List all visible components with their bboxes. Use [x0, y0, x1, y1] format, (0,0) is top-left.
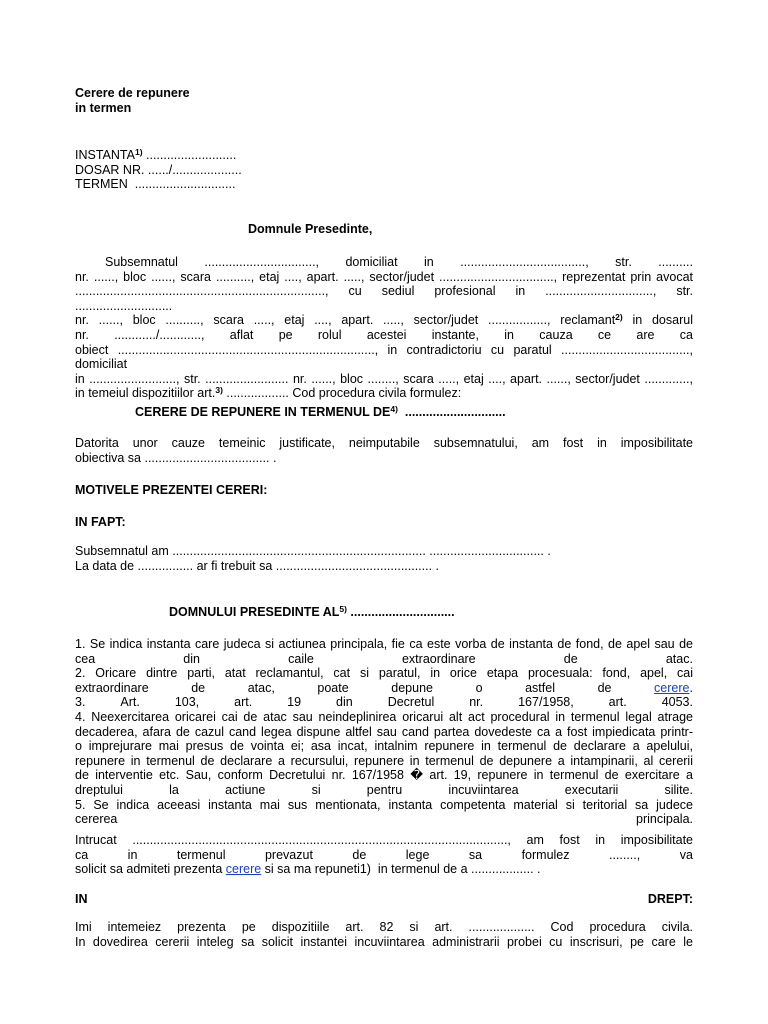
cerere-link-wrap: cerere. [654, 680, 693, 695]
petition-line [75, 313, 693, 328]
word: lege [405, 847, 430, 862]
word: de [563, 651, 578, 666]
word: din [336, 695, 353, 710]
word: astfel [525, 680, 555, 695]
paragraph-line: obiectiva sa .................................... . [75, 450, 277, 465]
paragraph-text: solicit sa admiteti prezenta [75, 862, 226, 877]
word: extraordinare [401, 651, 476, 666]
word: o [475, 680, 483, 695]
instanta-field [75, 148, 693, 163]
footnote-ref-4: 4) [390, 404, 398, 414]
petition-line [75, 386, 693, 401]
paragraph-line: Subsemnatul am ......................................................................... ................................. . [75, 544, 551, 558]
footnote-ref-5: 5) [339, 604, 347, 614]
title-line-1: Cerere de repunere [75, 86, 190, 100]
petition-text: in dosarul [622, 313, 693, 328]
termen-field: TERMEN ............................. [75, 177, 236, 192]
word: de [191, 680, 206, 695]
word: la [169, 782, 179, 797]
word: de [597, 680, 612, 695]
word: art. [608, 695, 627, 710]
addressee-heading [169, 605, 619, 620]
word: principala. [636, 812, 693, 827]
instanta-label: INSTANTA [75, 148, 135, 162]
note-5-line: 5. Se indica aceeasi instanta mai sus mentionata, instanta competenta material si teritorial sa judece [75, 797, 693, 812]
fapt-paragraph [75, 544, 693, 573]
word: de [352, 847, 367, 862]
footnote-ref-3: 3) [215, 385, 223, 396]
note-2-line [75, 681, 693, 696]
note-4-line: 4. Neexercitarea oricarei cai de atac sau neindeplinirea oricarui alt act procedural in termenul legal atrage [75, 709, 693, 724]
section-heading-cerere [135, 405, 655, 420]
header-fields [75, 148, 693, 192]
word: depune [391, 680, 433, 695]
word: executarii [564, 782, 619, 797]
paragraph-line [75, 862, 693, 877]
word: 19 [287, 695, 302, 710]
in-drept-heading [75, 892, 693, 907]
paragraph-line: Datorita unor cauze temeinic justificate, neimputabile subsemnatului, am fost in imposibilitate [75, 436, 693, 450]
instanta-blank: .......................... [142, 148, 237, 162]
paragraph-line: Imi intemeiez prezenta pe dispozitiile art. 82 si art. ................... Cod procedura civila. [75, 920, 693, 934]
footnote-ref-2: 2) [615, 312, 623, 323]
paragraph-line: La data de ................ ar fi trebuit sa ............................................. . [75, 558, 440, 573]
note-1-line: 1. Se indica instanta care judeca si actiunea principala, fie ca este vorba de instanta de fond, de apel sau de [75, 637, 693, 651]
word: termenul [176, 847, 226, 862]
word: 103, [174, 695, 200, 710]
note-2-line: 2. Oricare dintre parti, atat reclamantul, cat si paratul, in orice etapa procesuala: fond, apel, cai [75, 666, 693, 681]
petition-line: in ........................., str. ........................ nr. ......, bloc ........, scara ....., etaj ...., apart. ......, sector/judet ............., [75, 371, 693, 386]
word: ........, [608, 847, 641, 862]
heading-blank: ............................. [397, 405, 506, 419]
heading-text: DOMNULUI PRESEDINTE AL [169, 605, 340, 619]
word: poate [317, 680, 349, 695]
heading-word: IN [75, 892, 88, 906]
petition-line: obiect .........................................................................., in contradictoriu cu paratul ....................................., domiciliat [75, 342, 693, 372]
word: sa [468, 847, 483, 862]
word: va [679, 847, 693, 862]
word: caile [288, 651, 314, 666]
salutation: Domnule Presedinte, [248, 222, 373, 236]
title-line-2: in termen [75, 100, 132, 115]
word: in [127, 847, 138, 862]
word: cea [75, 651, 96, 666]
word: formulez [521, 847, 570, 862]
word: silite. [664, 782, 693, 797]
intrucat-paragraph [75, 833, 693, 877]
heading-text: CERERE DE REPUNERE IN TERMENUL DE [135, 405, 391, 419]
datorita-paragraph [75, 436, 693, 465]
word: prevazut [264, 847, 313, 862]
heading-blank: .............................. [346, 605, 455, 619]
word: atac. [665, 651, 693, 666]
petition-paragraph [75, 255, 693, 401]
heading-word: DREPT: [647, 892, 693, 906]
drept-paragraph [75, 920, 693, 949]
petition-line: ........................................................................, cu sediul profesional in ..............................., str. ............................ [75, 284, 693, 313]
note-4-line [75, 783, 693, 798]
word: 167/1958, [518, 695, 574, 710]
word: 3. [75, 695, 86, 710]
note-4-line: o imprejurare mai presus de vointa ei; asa incat, intalnim repunere in termenul de declarare a apelului, [75, 739, 693, 754]
word: si [311, 782, 321, 797]
dosar-field: DOSAR NR. ....../.................... [75, 162, 242, 177]
paragraph-line [75, 848, 693, 863]
word: atac, [247, 680, 275, 695]
document-title [75, 86, 693, 115]
word: art. [234, 695, 253, 710]
paragraph-text: si sa ma repuneti1) in termenul de a .................. . [261, 862, 541, 877]
word: Decretul [387, 695, 435, 710]
petition-line: nr. ............/............, aflat pe rolul acestei instante, in cauza ce are ca [75, 327, 693, 342]
cerere-link[interactable]: cerere [225, 862, 262, 877]
word: extraordinare [75, 680, 149, 695]
word: pentru [366, 782, 403, 797]
petition-text: nr. ......, bloc .........., scara ....., etaj ...., apart. ....., sector/judet ................., reclamant [75, 313, 616, 328]
footnote-ref-1: 1) [134, 147, 143, 157]
word: actiune [225, 782, 266, 797]
word: nr. [469, 695, 484, 710]
note-4-line: decaderea, afara de cazul cand legea dispune altfel sau cand partea dovedeste ca a fost impiedicata printr- [75, 724, 693, 739]
word: Art. [120, 695, 140, 710]
footnotes [75, 637, 693, 827]
petition-text: in temeiul dispozitiilor art. [75, 386, 216, 401]
in-fapt-heading: IN FAPT: [75, 515, 126, 529]
word: incuviintarea [448, 782, 519, 797]
petition-text: .................. Cod procedura civila formulez: [222, 386, 462, 401]
word: cererea [75, 812, 118, 827]
motive-heading: MOTIVELE PREZENTEI CERERI: [75, 483, 268, 497]
note-5-line [75, 812, 693, 827]
word: dreptului [75, 782, 123, 797]
petition-line: nr. ......, bloc ......, scara .........., etaj ...., apart. ....., sector/judet ................................., reprezentat prin avocat [75, 269, 693, 284]
note-4-line: repunere in termenul de declarare a recursului, repunere in termenul de depunere a intampinarii, al cererii [75, 753, 693, 768]
word: 4053. [661, 695, 693, 710]
word: din [183, 651, 200, 666]
paragraph-line: Intrucat ............................................................................................................, am fost in imposibilitate [75, 833, 693, 847]
petition-line: Subsemnatul ................................, domiciliat in ...................................., str. .......... [105, 255, 693, 269]
cerere-link[interactable]: cerere [654, 680, 690, 695]
note-3-line [75, 695, 693, 710]
paragraph-line: In dovedirea cererii inteleg sa solicit instantei incuviintarea administrarii probei cu inscrisuri, pe care le [75, 934, 693, 949]
word: ca [75, 847, 89, 862]
note-4-line: de interventie etc. Sau, conform Decretului nr. 167/1958 � art. 19, repunere in termenul de exercitare a [75, 768, 693, 783]
note-1-line [75, 652, 693, 667]
